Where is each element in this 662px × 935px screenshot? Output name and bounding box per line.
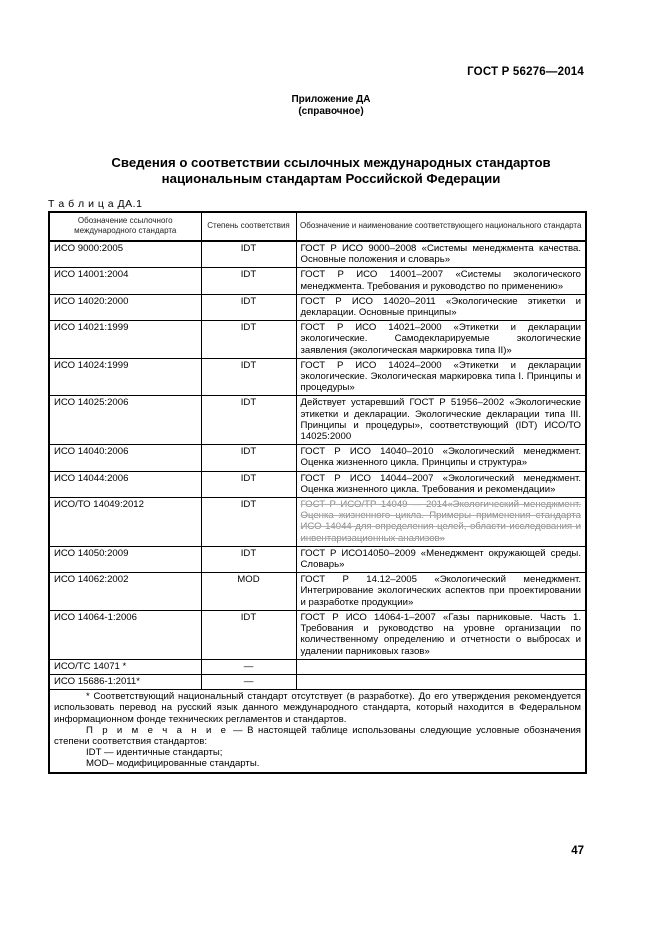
document-title-line-1: Сведения о соответствии ссылочных международных стандартов bbox=[111, 155, 551, 170]
cell-ref: ИСО 15686-1:2011* bbox=[49, 674, 201, 689]
cell-ref: ИСО 14021:1999 bbox=[49, 321, 201, 359]
document-title-line-2: национальным стандартам Российской Федерации bbox=[161, 171, 501, 186]
cell-degree: IDT bbox=[201, 546, 296, 572]
note-label: П р и м е ч а н и е bbox=[86, 724, 229, 736]
table-body bbox=[49, 241, 586, 773]
cell-degree: IDT bbox=[201, 471, 296, 497]
cell-ref: ИСО 14062:2002 bbox=[49, 573, 201, 611]
table-row bbox=[49, 268, 586, 294]
correspondence-table bbox=[48, 211, 587, 774]
table-row bbox=[49, 294, 586, 320]
cell-national: ГОСТ Р ИСО 14001–2007 «Системы экологического менеджмента. Требования и руководство по применению» bbox=[296, 268, 586, 294]
cell-ref: ИСО 14044:2006 bbox=[49, 471, 201, 497]
table-header-row bbox=[49, 212, 586, 241]
cell-ref: ИСО 14064-1:2006 bbox=[49, 610, 201, 659]
column-header-national: Обозначение и наименование соответствующего национального стандарта bbox=[296, 212, 586, 241]
cell-national: ГОСТ Р ИСО 9000–2008 «Системы менеджмента качества. Основные положения и словарь» bbox=[296, 241, 586, 268]
column-header-degree: Степень соответствия bbox=[201, 212, 296, 241]
cell-national: ГОСТ Р 14.12–2005 «Экологический менеджмент. Интегрирование экологических аспектов при проектировании и разработке продукции» bbox=[296, 573, 586, 611]
cell-degree: IDT bbox=[201, 610, 296, 659]
table-row bbox=[49, 546, 586, 572]
table-row bbox=[49, 321, 586, 359]
document-title bbox=[60, 155, 602, 187]
table-label: Т а б л и ц а ДА.1 bbox=[48, 198, 143, 210]
cell-national: ГОСТ Р ИСО14050–2009 «Менеджмент окружающей среды. Словарь» bbox=[296, 546, 586, 572]
appendix-heading bbox=[0, 94, 662, 118]
page-number: 47 bbox=[571, 845, 584, 857]
cell-degree: IDT bbox=[201, 358, 296, 396]
table-row bbox=[49, 498, 586, 547]
table-row bbox=[49, 396, 586, 445]
table-row bbox=[49, 610, 586, 659]
table-row bbox=[49, 358, 586, 396]
cell-degree: MOD bbox=[201, 573, 296, 611]
table-row bbox=[49, 674, 586, 689]
cell-degree: IDT bbox=[201, 498, 296, 547]
column-header-ref: Обозначение ссылочного международного стандарта bbox=[49, 212, 201, 241]
cell-national: ГОСТ Р ИСО 14020–2011 «Экологические этикетки и декларации. Основные принципы» bbox=[296, 294, 586, 320]
cell-national: Действует устаревший ГОСТ Р 51956–2002 «Экологические этикетки и декларации. Экологические декларации типа III. Принципы и процедуры», соответствующий (IDT) ИСО/ТО 14025:2000 bbox=[296, 396, 586, 445]
cell-degree: IDT bbox=[201, 445, 296, 471]
table-row bbox=[49, 471, 586, 497]
note-paragraph bbox=[54, 725, 581, 747]
cell-ref: ИСО 14050:2009 bbox=[49, 546, 201, 572]
cell-national: ГОСТ Р ИСО 14040–2010 «Экологический менеджмент. Оценка жизненного цикла. Принципы и структура» bbox=[296, 445, 586, 471]
cell-ref: ИСО 14024:1999 bbox=[49, 358, 201, 396]
appendix-title: Приложение ДА bbox=[291, 94, 371, 105]
page-header-standard-code: ГОСТ Р 56276—2014 bbox=[467, 66, 584, 78]
cell-national bbox=[296, 674, 586, 689]
cell-national-struck: ГОСТ Р ИСО/ТР 14049 — 2014«Экологический менеджмент. Оценка жизненного цикла. Примеры применения стандарта ИСО 14044 для определения целей, области исследования и инвентаризационных анализов» bbox=[296, 498, 586, 547]
cell-national: ГОСТ Р ИСО 14021–2000 «Этикетки и декларации экологические. Самодекларируемые экологические заявления (экологическая маркировка типа II)» bbox=[296, 321, 586, 359]
table-row bbox=[49, 445, 586, 471]
footnote-row bbox=[49, 690, 586, 773]
cell-national: ГОСТ Р ИСО 14024–2000 «Этикетки и декларации экологические. Экологическая маркировка типа I. Принципы и процедуры» bbox=[296, 358, 586, 396]
cell-degree: — bbox=[201, 659, 296, 674]
cell-degree: IDT bbox=[201, 396, 296, 445]
cell-national: ГОСТ Р ИСО 14044–2007 «Экологический менеджмент. Оценка жизненного цикла. Требования и рекомендации» bbox=[296, 471, 586, 497]
cell-ref: ИСО 14020:2000 bbox=[49, 294, 201, 320]
table-row bbox=[49, 659, 586, 674]
note-text: — В настоящей таблице использованы следующие условные обозначения степени соответствия стандартов: bbox=[54, 724, 581, 747]
cell-ref: ИСО 14025:2006 bbox=[49, 396, 201, 445]
cell-national bbox=[296, 659, 586, 674]
cell-degree: IDT bbox=[201, 241, 296, 268]
abbr-idt: IDT — идентичные стандарты; bbox=[86, 747, 223, 759]
footnote-cell bbox=[49, 690, 586, 773]
cell-ref: ИСО/ТО 14049:2012 bbox=[49, 498, 201, 547]
cell-degree: IDT bbox=[201, 294, 296, 320]
cell-national: ГОСТ Р ИСО 14064-1–2007 «Газы парниковые. Часть 1. Требования и руководство на уровне организации по количественному определению и отчетности о выбросах и удалении парниковых газов» bbox=[296, 610, 586, 659]
cell-ref: ИСО 9000:2005 bbox=[49, 241, 201, 268]
cell-degree: — bbox=[201, 674, 296, 689]
cell-ref: ИСО/ТС 14071 * bbox=[49, 659, 201, 674]
table-row bbox=[49, 573, 586, 611]
cell-degree: IDT bbox=[201, 321, 296, 359]
abbr-mod: MOD– модифицированные стандарты. bbox=[86, 758, 260, 770]
cell-ref: ИСО 14040:2006 bbox=[49, 445, 201, 471]
footnote-text: * Соответствующий национальный стандарт отсутствует (в разработке). До его утверждения рекомендуется использовать перевод на русский язык данного международного стандарта, который находится в Федеральном информационном фонде технических регламентов и стандартов. bbox=[54, 691, 581, 725]
table-row bbox=[49, 241, 586, 268]
appendix-subtitle: (справочное) bbox=[298, 106, 364, 117]
cell-degree: IDT bbox=[201, 268, 296, 294]
cell-ref: ИСО 14001:2004 bbox=[49, 268, 201, 294]
